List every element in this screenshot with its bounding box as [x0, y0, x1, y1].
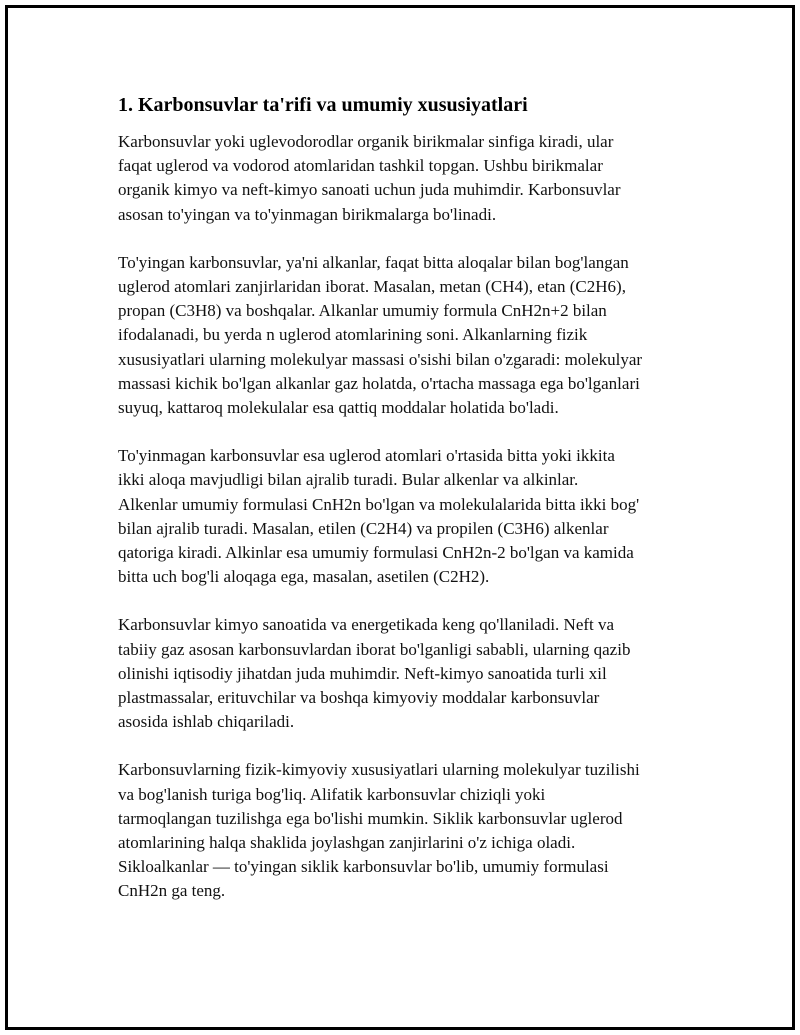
text-line: suyuq, kattaroq molekulalar esa qattiq moddalar holatida bo'ladi. — [118, 398, 559, 418]
text-line: bitta uch bog'li aloqaga ega, masalan, asetilen (C2H2). — [118, 567, 490, 587]
text-line: va bog'lanish turiga bog'liq. Alifatik karbonsuvlar chiziqli yoki — [118, 784, 546, 804]
text-line: CnH2n ga teng. — [118, 881, 226, 901]
text-line: Sikloalkanlar — to'yingan siklik karbonsuvlar bo'lib, umumiy formulasi — [118, 857, 609, 877]
text-line: faqat uglerod va vodorod atomlaridan tashkil topgan. Ushbu birikmalar — [118, 156, 603, 176]
section-heading: 1. Karbonsuvlar ta'rifi va umumiy xususiyatlari — [118, 94, 528, 116]
text-line: uglerod atomlari zanjirlaridan iborat. Masalan, metan (CH4), etan (C2H6), — [118, 277, 626, 297]
text-line: ifodalanadi, bu yerda n uglerod atomlarining soni. Alkanlarning fizik — [118, 325, 588, 345]
text-line: Alkenlar umumiy formulasi CnH2n bo'lgan va molekulalarida bitta ikki bog' — [118, 494, 640, 514]
text-line: massasi kichik bo'lgan alkanlar gaz holatda, o'rtacha massaga ega bo'lganlari — [118, 373, 640, 393]
paragraph-structure — [118, 758, 698, 903]
paragraph-unsaturated — [118, 444, 698, 589]
text-line: atomlarining halqa shaklida joylashgan zanjirlarini o'z ichiga oladi. — [118, 833, 576, 853]
paragraph-saturated — [118, 251, 698, 420]
text-line: propan (C3H8) va boshqalar. Alkanlar umumiy formula CnH2n+2 bilan — [118, 301, 607, 321]
paragraph-industry — [118, 613, 698, 734]
text-line: Karbonsuvlar yoki uglevodorodlar organik birikmalar sinfiga kiradi, ular — [118, 132, 614, 151]
text-line: organik kimyo va neft-kimyo sanoati uchun juda muhimdir. Karbonsuvlar — [118, 180, 621, 200]
text-line: tarmoqlangan tuzilishga ega bo'lishi mumkin. Siklik karbonsuvlar uglerod — [118, 808, 623, 828]
text-line: ikki aloqa mavjudligi bilan ajralib turadi. Bular alkenlar va alkinlar. — [118, 470, 579, 490]
text-line: Karbonsuvlarning fizik-kimyoviy xususiyatlari ularning molekulyar tuzilishi — [118, 760, 640, 780]
text-line: To'yingan karbonsuvlar, ya'ni alkanlar, faqat bitta aloqalar bilan bog'langan — [118, 252, 629, 272]
text-line: Karbonsuvlar kimyo sanoatida va energetikada keng qo'llaniladi. Neft va — [118, 615, 615, 635]
paragraph-definition — [118, 130, 698, 227]
text-line: xususiyatlari ularning molekulyar massasi o'sishi bilan o'zgaradi: molekulyar — [118, 349, 643, 369]
text-line: To'yinmagan karbonsuvlar esa uglerod atomlari o'rtasida bitta yoki ikkita — [118, 446, 615, 466]
text-line: tabiiy gaz asosan karbonsuvlardan iborat bo'lganligi sababli, ularning qazib — [118, 639, 631, 659]
document-body — [118, 92, 698, 928]
text-line: asosan to'yingan va to'yinmagan birikmalarga bo'linadi. — [118, 204, 497, 224]
text-line: asosida ishlab chiqariladi. — [118, 712, 295, 732]
text-line: bilan ajralib turadi. Masalan, etilen (C2H4) va propilen (C3H6) alkenlar — [118, 518, 609, 538]
text-line: olinishi iqtisodiy jihatdan juda muhimdir. Neft-kimyo sanoatida turli xil — [118, 663, 607, 683]
text-line: qatoriga kiradi. Alkinlar esa umumiy formulasi CnH2n-2 bo'lgan va kamida — [118, 543, 634, 563]
text-line: plastmassalar, erituvchilar va boshqa kimyoviy moddalar karbonsuvlar — [118, 688, 600, 708]
